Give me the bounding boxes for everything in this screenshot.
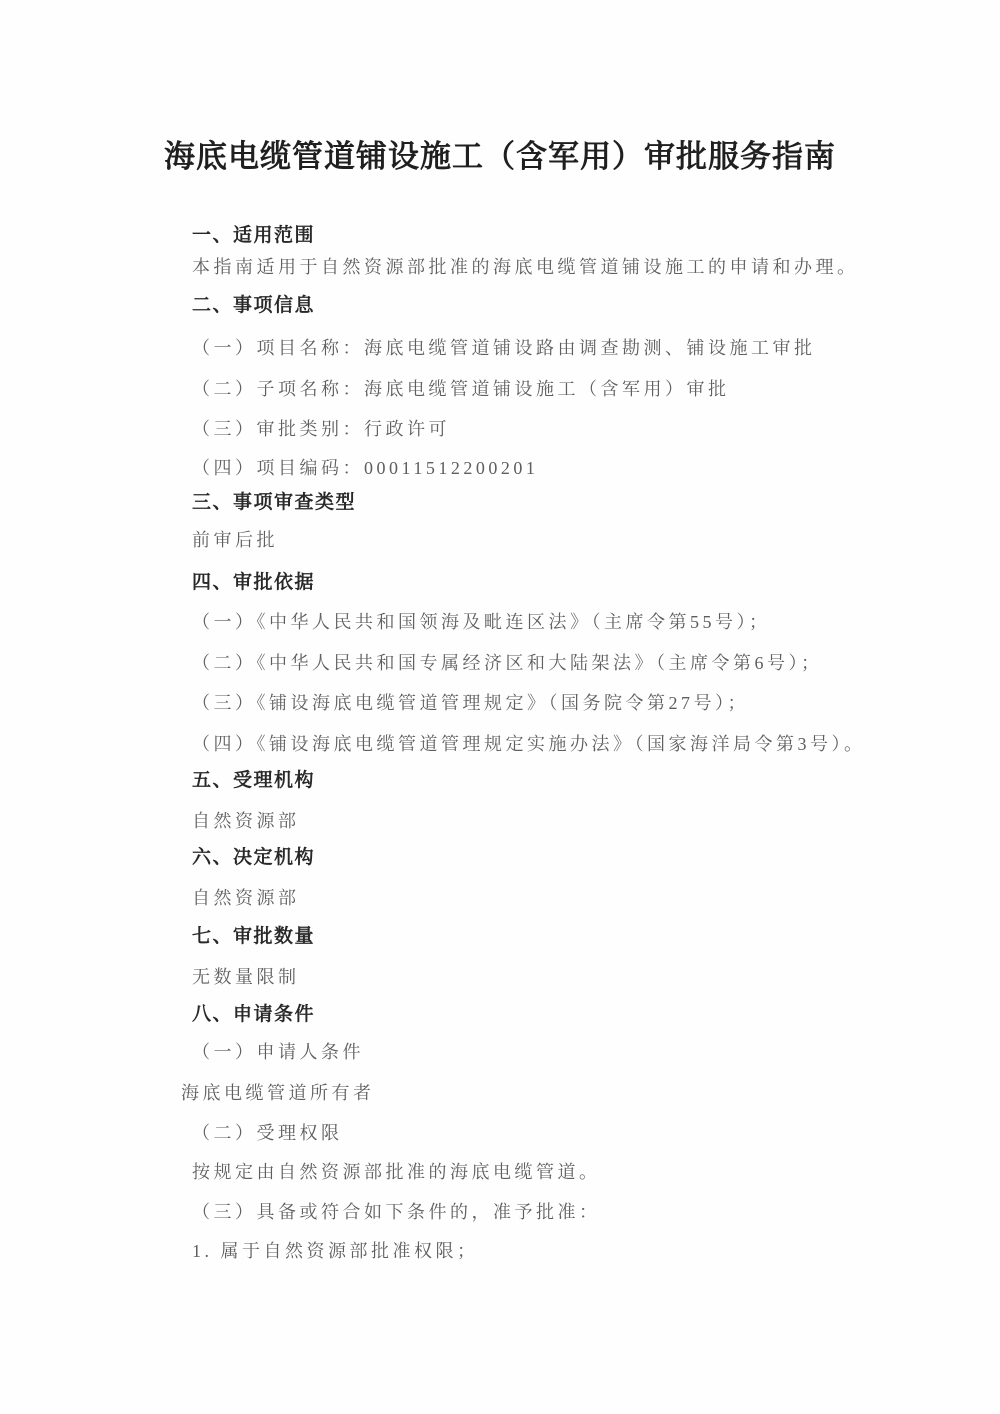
section-2-item-3: （三）审批类别：行政许可: [192, 419, 450, 439]
section-3-paragraph: 前审后批: [192, 530, 278, 550]
section-8-item-6: 1. 属于自然资源部批准权限；: [192, 1241, 479, 1261]
document-title: 海底电缆管道铺设施工（含军用）审批服务指南: [164, 139, 836, 174]
section-4-item-4: （四）《铺设海底电缆管道管理规定实施办法》（国家海洋局令第3号）。: [192, 734, 866, 754]
section-4-heading: 四、审批依据: [192, 572, 316, 593]
section-6-paragraph: 自然资源部: [192, 888, 300, 908]
section-4-item-3: （三）《铺设海底电缆管道管理规定》（国务院令第27号）；: [192, 693, 749, 713]
section-5-paragraph: 自然资源部: [192, 811, 300, 831]
section-3-heading: 三、事项审查类型: [192, 492, 357, 513]
section-2-item-1: （一）项目名称：海底电缆管道铺设路由调查勘测、铺设施工审批: [192, 338, 816, 358]
section-6-heading: 六、决定机构: [192, 847, 316, 868]
section-1-paragraph: 本指南适用于自然资源部批准的海底电缆管道铺设施工的申请和办理。: [192, 257, 859, 277]
section-4-item-2: （二）《中华人民共和国专属经济区和大陆架法》（主席令第6号）；: [192, 653, 823, 673]
section-2-item-4: （四）项目编码：00011512200201: [192, 458, 539, 478]
section-8-item-5: （三）具备或符合如下条件的，准予批准：: [192, 1202, 601, 1222]
section-8-item-1: （一）申请人条件: [192, 1042, 364, 1062]
section-4-item-1: （一）《中华人民共和国领海及毗连区法》（主席令第55号）；: [192, 612, 771, 632]
section-8-item-4: 按规定由自然资源部批准的海底电缆管道。: [192, 1162, 601, 1182]
section-7-paragraph: 无数量限制: [192, 967, 300, 987]
section-1-heading: 一、适用范围: [192, 225, 316, 246]
section-8-heading: 八、申请条件: [192, 1004, 316, 1025]
section-8-item-2: 海底电缆管道所有者: [181, 1083, 375, 1103]
section-8-item-3: （二）受理权限: [192, 1123, 343, 1143]
section-7-heading: 七、审批数量: [192, 926, 316, 947]
section-2-heading: 二、事项信息: [192, 295, 316, 316]
section-2-item-2: （二）子项名称：海底电缆管道铺设施工（含军用）审批: [192, 379, 730, 399]
section-5-heading: 五、受理机构: [192, 770, 316, 791]
